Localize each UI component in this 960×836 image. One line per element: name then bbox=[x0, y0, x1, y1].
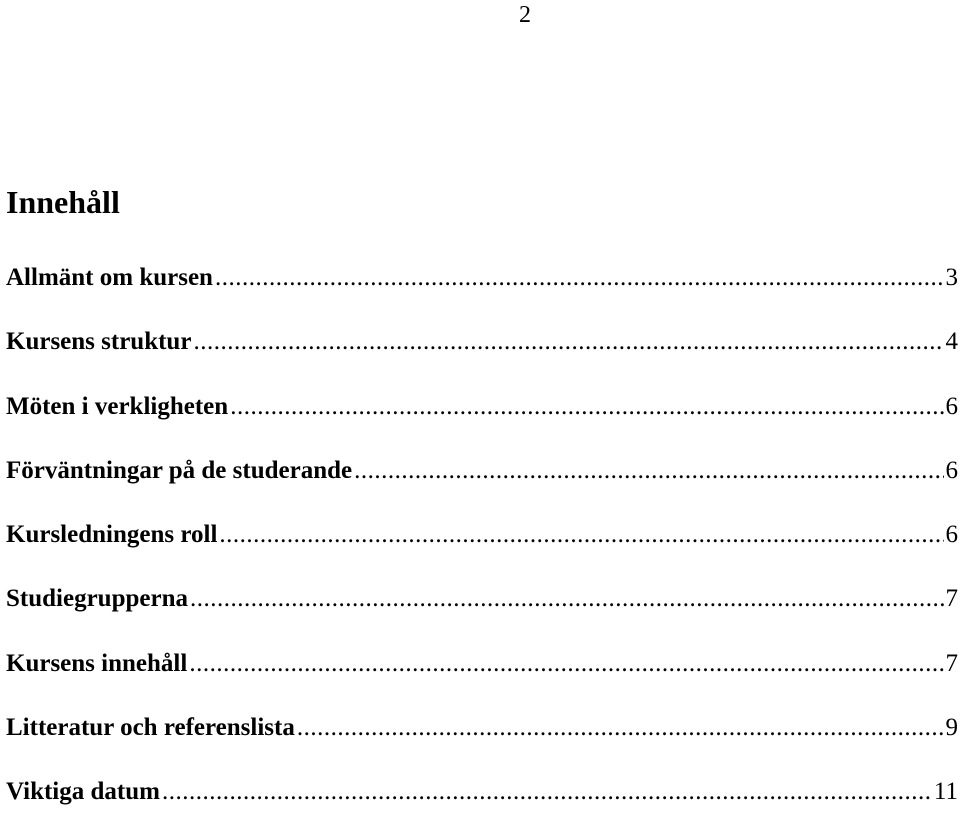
toc-entry-page: 7 bbox=[945, 649, 958, 677]
toc-entry-title: Viktiga datum bbox=[6, 778, 160, 805]
toc-entry-moten-i-verkligheten[interactable] bbox=[6, 387, 958, 451]
toc-entry-title: Litteratur och referenslista bbox=[6, 713, 295, 741]
toc-entry-page: 11 bbox=[933, 778, 958, 805]
toc-entry-page: 7 bbox=[945, 585, 958, 613]
toc-entry-page: 3 bbox=[945, 264, 958, 291]
toc-entry-page: 4 bbox=[945, 328, 958, 356]
toc-entry-studiegrupperna[interactable] bbox=[6, 579, 958, 643]
toc-entry-title: Allmänt om kursen bbox=[6, 264, 213, 291]
toc-dot-leader bbox=[297, 708, 944, 748]
toc-dot-leader bbox=[190, 579, 944, 619]
toc-dot-leader bbox=[230, 387, 943, 427]
toc-dot-leader bbox=[354, 451, 943, 491]
toc-entry-title: Kursens struktur bbox=[6, 328, 192, 356]
toc-dot-leader bbox=[162, 772, 932, 812]
toc-entry-title: Studiegrupperna bbox=[6, 585, 188, 613]
toc-entry-kursens-innehall[interactable] bbox=[6, 644, 958, 708]
toc-dot-leader bbox=[193, 322, 943, 362]
toc-heading: Innehåll bbox=[6, 184, 120, 220]
toc-entry-title: Kursledningens roll bbox=[6, 521, 218, 548]
toc-entry-page: 9 bbox=[945, 713, 958, 741]
toc-entry-forvantningar[interactable] bbox=[6, 451, 958, 515]
toc-entry-title: Möten i verkligheten bbox=[6, 392, 229, 420]
toc-entry-page: 6 bbox=[945, 521, 958, 548]
toc-entry-kursens-struktur[interactable] bbox=[6, 322, 958, 386]
toc-entry-page: 6 bbox=[945, 392, 958, 420]
table-of-contents bbox=[6, 258, 958, 836]
toc-entry-viktiga-datum[interactable] bbox=[6, 772, 958, 836]
toc-dot-leader bbox=[219, 515, 943, 555]
toc-entry-kursledningens-roll[interactable] bbox=[6, 515, 958, 579]
page-number: 2 bbox=[519, 2, 531, 28]
toc-entry-allmant-om-kursen[interactable] bbox=[6, 258, 958, 322]
toc-dot-leader bbox=[189, 644, 943, 684]
toc-entry-page: 6 bbox=[945, 456, 958, 484]
toc-entry-litteratur[interactable] bbox=[6, 708, 958, 772]
toc-dot-leader bbox=[215, 258, 944, 298]
toc-entry-title: Kursens innehåll bbox=[6, 649, 188, 677]
toc-entry-title: Förväntningar på de studerande bbox=[6, 456, 353, 484]
